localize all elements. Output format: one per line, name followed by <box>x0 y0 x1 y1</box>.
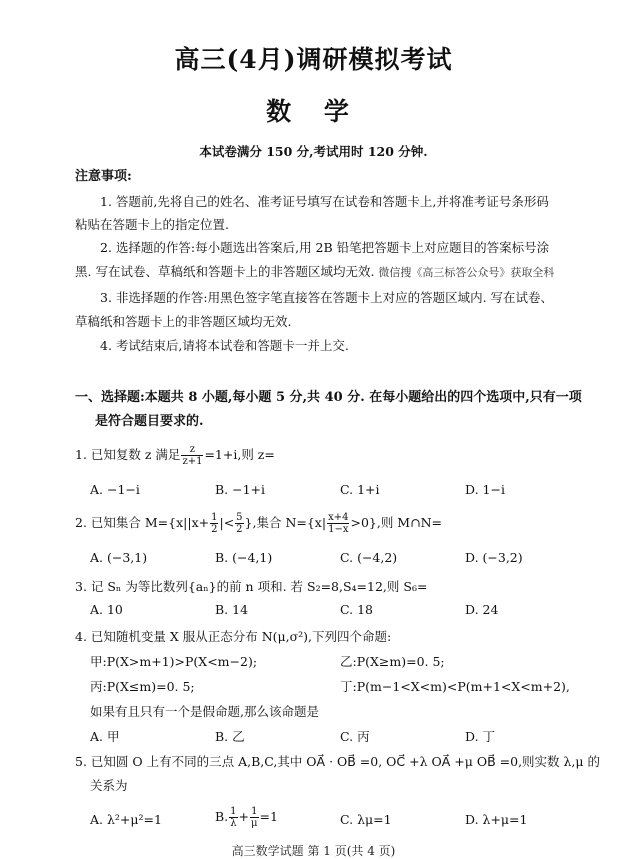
question-5-line-2: 关系为 <box>90 778 128 793</box>
q5-option-b-label: B. <box>215 809 229 824</box>
q4-question: 如果有且只有一个是假命题,那么该命题是 <box>90 704 319 719</box>
page-footer: 高三数学试题 第 1 页(共 4 页) <box>231 844 396 858</box>
note-3-line-1: 3. 非选择题的作答:用黑色签字笔直接答在答题卡上对应的答题区域内. 写在试卷、 <box>100 290 554 305</box>
q1-frac-num: z <box>181 444 203 456</box>
q1-option-a: A. −1−i <box>90 482 140 497</box>
q2-fraction-3 <box>327 512 349 535</box>
watermark-text: 微信搜《高三标答公众号》获取全科 <box>378 266 555 279</box>
note-4: 4. 考试结束后,请将本试卷和答题卡一并上交. <box>100 338 349 353</box>
q1-post: =1+i,则 z= <box>204 447 275 462</box>
q4-option-b: B. 乙 <box>215 729 245 744</box>
note-3-line-2: 草稿纸和答题卡上的非答题区域均无效. <box>75 314 292 329</box>
q2-fraction-2 <box>235 512 243 535</box>
q5-option-d: D. λ+μ=1 <box>465 812 528 827</box>
note-2-line-2 <box>75 262 554 280</box>
notes-heading: 注意事项: <box>75 169 132 184</box>
section-1-line-1: 一、选择题:本题共 8 小题,每小题 5 分,共 40 分. 在每小题给出的四个选项中,只有一项 <box>75 390 582 405</box>
q2-option-a: A. (−3,1) <box>90 550 148 565</box>
q3-option-a: A. 10 <box>90 602 123 617</box>
q2-mid2: },集合 N={x| <box>244 515 327 530</box>
q5-option-b <box>215 806 278 829</box>
q1-fraction <box>181 444 203 467</box>
q4-statement-ding: 丁:P(m−1<X<m)<P(m+1<X<m+2), <box>340 679 570 694</box>
q2-mid: |< <box>219 515 235 530</box>
q1-frac-den: z+1 <box>182 456 203 467</box>
q2-frac2-num: 5 <box>236 512 243 523</box>
q1-pre: 1. 已知复数 z 满足 <box>75 447 181 462</box>
q2-frac3-num: x+4 <box>328 512 349 523</box>
question-4: 4. 已知随机变量 X 服从正态分布 N(μ,σ²),下列四个命题: <box>75 629 392 644</box>
q5-b-f2-den: μ <box>251 818 258 829</box>
score-note: 本试卷满分 150 分,考试用时 120 分钟. <box>199 144 428 159</box>
q5-b-plus: + <box>238 809 250 824</box>
q2-frac3-den: 1−x <box>328 524 349 535</box>
note-1-line-2: 粘贴在答题卡上的指定位置. <box>75 217 229 232</box>
q4-statement-bing: 丙:P(X≤m)=0. 5; <box>90 679 195 694</box>
q2-post: >0},则 M∩N= <box>350 515 442 530</box>
q5-option-c: C. λμ=1 <box>340 812 392 827</box>
q1-option-d: D. 1−i <box>465 482 505 497</box>
q4-option-c: C. 丙 <box>340 729 370 744</box>
q2-option-d: D. (−3,2) <box>465 550 523 565</box>
q5-b-fraction-1 <box>229 806 237 829</box>
q2-frac1-num: 1 <box>211 512 218 523</box>
q1-option-c: C. 1+i <box>340 482 380 497</box>
note-2-line-2-text: 黑. 写在试卷、草稿纸和答题卡上的非答题区域均无效. <box>75 264 375 279</box>
question-5-line-1: 5. 已知圆 O 上有不同的三点 A,B,C,其中 OA⃗ · OB⃗ =0, OC⃗ +λ OA⃗ +μ OB⃗ =0,则实数 λ,μ 的 <box>75 754 601 769</box>
q2-frac2-den: 2 <box>236 524 243 535</box>
q2-option-b: B. (−4,1) <box>215 550 273 565</box>
exam-title: 高三(4月)调研模拟考试 <box>174 45 453 74</box>
q5-b-post: =1 <box>259 809 278 824</box>
note-1-line-1: 1. 答题前,先将自己的姓名、准考证号填写在试卷和答题卡上,并将准考证号条形码 <box>100 194 549 209</box>
q4-option-a: A. 甲 <box>90 729 120 744</box>
question-2 <box>75 512 442 535</box>
question-1 <box>75 444 275 467</box>
q4-option-d: D. 丁 <box>465 729 496 744</box>
section-1-line-2: 是符合题目要求的. <box>95 414 204 429</box>
q2-frac1-den: 2 <box>211 524 218 535</box>
q2-pre: 2. 已知集合 M={x||x+ <box>75 515 210 530</box>
q3-option-d: D. 24 <box>465 602 499 617</box>
subject-title: 数 学 <box>266 97 361 126</box>
q5-b-f1-den: λ <box>230 818 237 829</box>
q1-option-b: B. −1+i <box>215 482 266 497</box>
q5-b-f2-num: 1 <box>251 806 258 817</box>
q5-b-f1-num: 1 <box>230 806 237 817</box>
question-3: 3. 记 Sₙ 为等比数列{aₙ}的前 n 项和. 若 S₂=8,S₄=12,则 S₆= <box>75 579 428 594</box>
q4-statement-yi: 乙:P(X≥m)=0. 5; <box>340 654 445 669</box>
q2-option-c: C. (−4,2) <box>340 550 398 565</box>
q3-option-b: B. 14 <box>215 602 249 617</box>
q5-option-a: A. λ²+μ²=1 <box>90 812 162 827</box>
note-2-line-1: 2. 选择题的作答:每小题选出答案后,用 2B 铅笔把答题卡上对应题目的答案标号涂 <box>100 240 550 255</box>
q4-statement-jia: 甲:P(X>m+1)>P(X<m−2); <box>90 654 258 669</box>
q3-option-c: C. 18 <box>340 602 373 617</box>
q5-b-fraction-2 <box>250 806 259 829</box>
q2-fraction-1 <box>210 512 218 535</box>
